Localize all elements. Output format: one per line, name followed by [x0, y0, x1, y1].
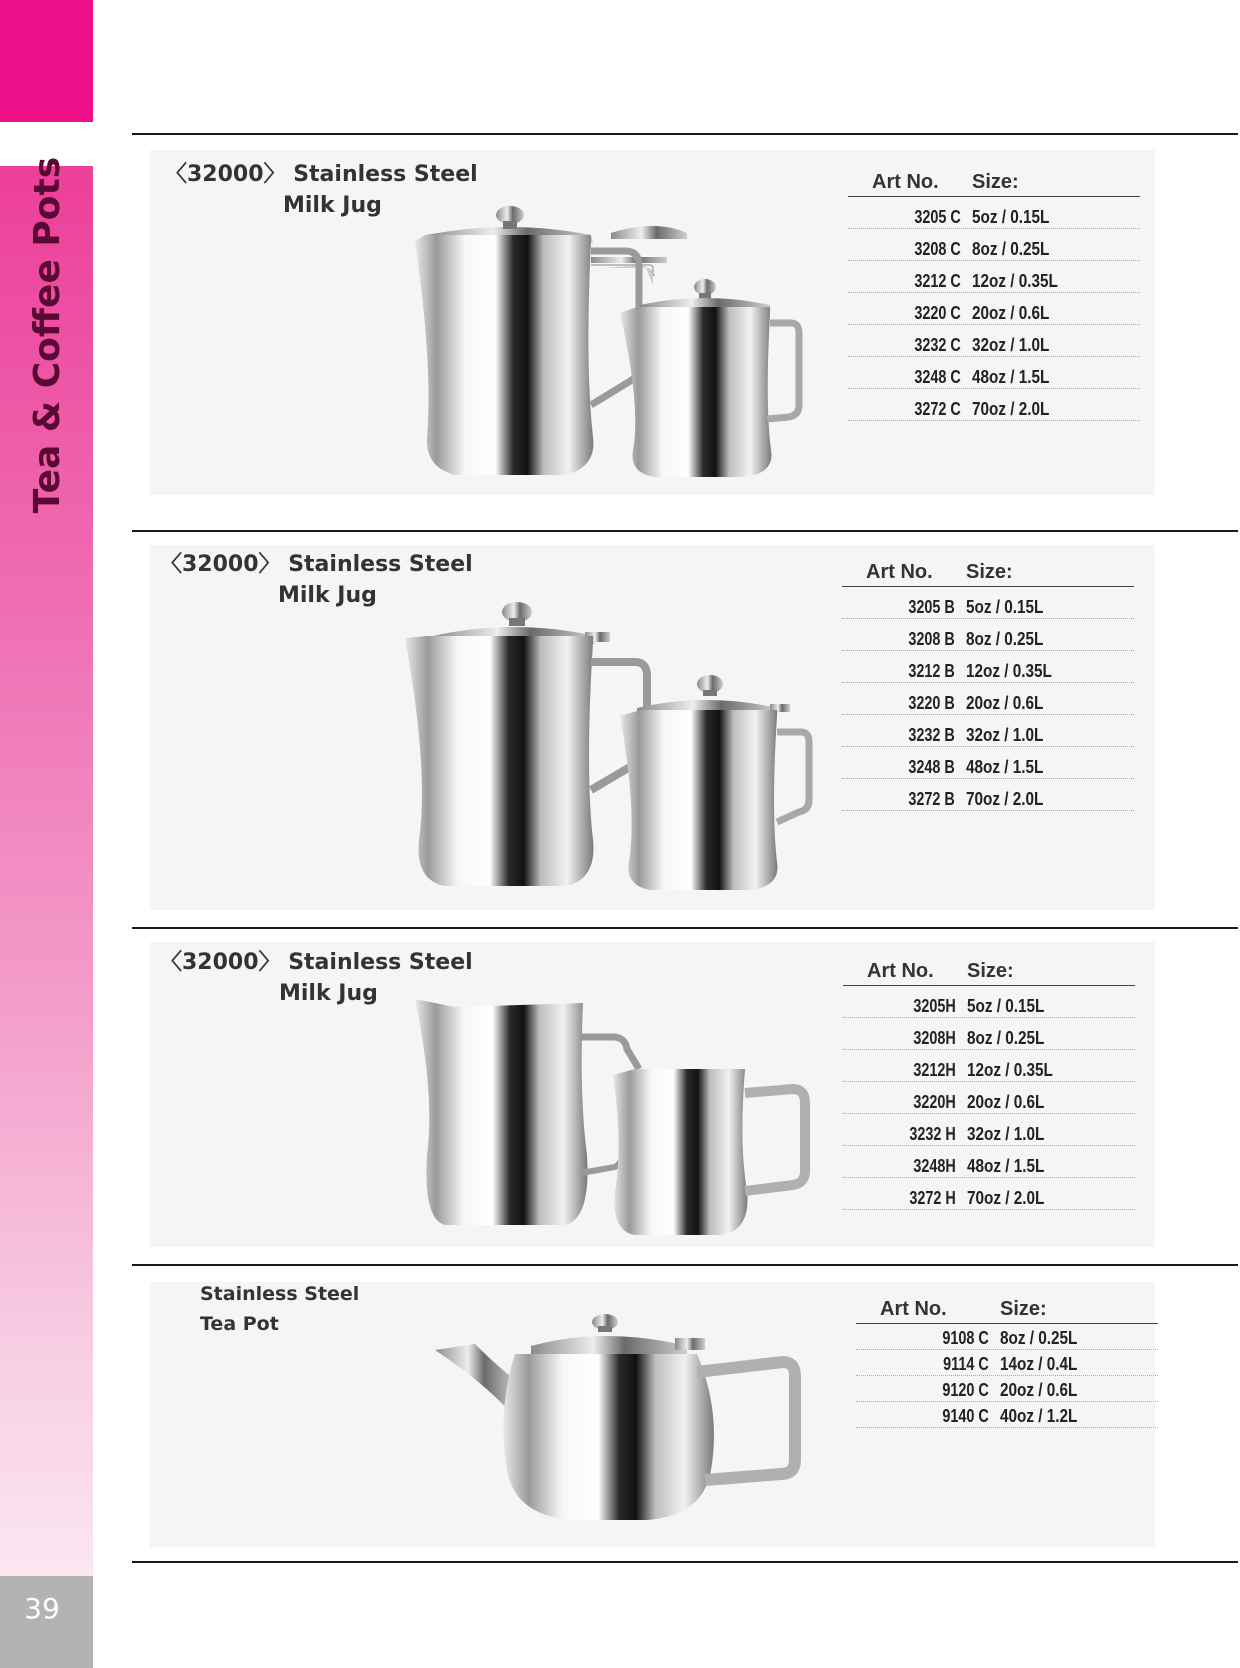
art-no-header: Art No. [872, 171, 939, 193]
art-number: 3232 C [914, 335, 961, 355]
art-no-header: Art No. [880, 1298, 947, 1320]
art-number: 3272 B [908, 789, 955, 809]
spec-row [848, 357, 1140, 389]
size-value: 5oz / 0.15L [966, 597, 1044, 617]
art-number: 3232 H [909, 1124, 956, 1144]
spec-row [842, 651, 1134, 683]
size-value: 8oz / 0.25L [1000, 1328, 1078, 1348]
spec-row [848, 325, 1140, 357]
product-title: 〈32000〉 Stainless Steel [160, 552, 473, 577]
size-header: Size: [972, 171, 1019, 193]
size-value: 32oz / 1.0L [972, 335, 1050, 355]
size-value: 5oz / 0.15L [972, 207, 1050, 227]
sidebar-category-title: Tea & Coffee Pots [27, 156, 68, 514]
spec-row [842, 715, 1134, 747]
spec-row [842, 587, 1134, 619]
page-number: 39 [24, 1592, 60, 1625]
product-title: 〈32000〉 Stainless Steel [160, 950, 473, 975]
section-divider [132, 133, 1238, 135]
art-number: 3205H [913, 996, 956, 1016]
brand-color-block [0, 0, 93, 122]
spec-row [856, 1402, 1158, 1428]
size-header: Size: [967, 960, 1014, 982]
size-value: 12oz / 0.35L [966, 661, 1052, 681]
art-number: 3248 B [908, 757, 955, 777]
art-number: 3272 H [909, 1188, 956, 1208]
art-number: 9108 C [942, 1328, 989, 1348]
size-value: 70oz / 2.0L [966, 789, 1044, 809]
art-number: 9114 C [943, 1354, 989, 1374]
spec-table [856, 1298, 1158, 1428]
size-value: 48oz / 1.5L [966, 757, 1044, 777]
size-value: 70oz / 2.0L [967, 1188, 1045, 1208]
art-number: 3205 C [914, 207, 961, 227]
size-value: 14oz / 0.4L [1000, 1354, 1078, 1374]
spec-table [842, 561, 1134, 811]
art-number: 3212 B [908, 661, 955, 681]
spec-row [848, 229, 1140, 261]
art-number: 3272 C [914, 399, 961, 419]
spec-row [843, 1146, 1135, 1178]
spec-row [842, 683, 1134, 715]
art-number: 3208H [913, 1028, 956, 1048]
size-header: Size: [1000, 1298, 1047, 1320]
spec-row [856, 1376, 1158, 1402]
milk-jug-open-image [415, 995, 815, 1235]
spec-row [843, 1082, 1135, 1114]
art-number: 9140 C [942, 1406, 989, 1426]
section-divider [132, 1561, 1238, 1563]
size-value: 20oz / 0.6L [967, 1092, 1045, 1112]
spec-row [848, 261, 1140, 293]
spec-row [843, 1114, 1135, 1146]
size-value: 12oz / 0.35L [972, 271, 1058, 291]
art-number: 3220 C [914, 303, 961, 323]
art-number: 3208 C [914, 239, 961, 259]
spec-row [843, 1050, 1135, 1082]
product-subtitle: Milk Jug [278, 583, 377, 608]
size-value: 8oz / 0.25L [967, 1028, 1045, 1048]
art-number: 3220H [913, 1092, 956, 1112]
spec-row [842, 779, 1134, 811]
art-number: 3208 B [908, 629, 955, 649]
art-number: 3205 B [908, 597, 955, 617]
size-value: 48oz / 1.5L [967, 1156, 1045, 1176]
size-value: 12oz / 0.35L [967, 1060, 1053, 1080]
section-divider [132, 1264, 1238, 1266]
section-divider [132, 927, 1238, 929]
size-value: 70oz / 2.0L [972, 399, 1050, 419]
art-number: 3248H [913, 1156, 956, 1176]
art-number: 3232 B [908, 725, 955, 745]
tea-pot-image [435, 1310, 815, 1530]
size-header: Size: [966, 561, 1013, 583]
spec-row [843, 1018, 1135, 1050]
art-number: 3220 B [908, 693, 955, 713]
art-no-header: Art No. [866, 561, 933, 583]
size-value: 40oz / 1.2L [1000, 1406, 1078, 1426]
spec-row [848, 293, 1140, 325]
art-number: 9120 C [942, 1380, 989, 1400]
spec-row [848, 197, 1140, 229]
product-subtitle: Milk Jug [283, 193, 382, 218]
size-value: 8oz / 0.25L [972, 239, 1050, 259]
art-number: 3212 C [914, 271, 961, 291]
milk-jug-hinged-lid-image [405, 600, 825, 910]
spec-row [843, 986, 1135, 1018]
size-value: 5oz / 0.15L [967, 996, 1045, 1016]
milk-jug-lidded-image [415, 205, 835, 510]
art-number: 3248 C [914, 367, 961, 387]
spec-row [843, 1178, 1135, 1210]
spec-table [848, 171, 1140, 421]
section-divider [132, 530, 1238, 532]
spec-row [856, 1324, 1158, 1350]
product-title: Stainless Steel [200, 1283, 360, 1305]
spec-row [842, 619, 1134, 651]
art-no-header: Art No. [867, 960, 934, 982]
size-value: 20oz / 0.6L [966, 693, 1044, 713]
size-value: 32oz / 1.0L [966, 725, 1044, 745]
product-title: 〈32000〉 Stainless Steel [165, 162, 478, 187]
size-value: 32oz / 1.0L [967, 1124, 1045, 1144]
size-value: 8oz / 0.25L [966, 629, 1044, 649]
spec-row [842, 747, 1134, 779]
size-value: 20oz / 0.6L [1000, 1380, 1078, 1400]
size-value: 48oz / 1.5L [972, 367, 1050, 387]
size-value: 20oz / 0.6L [972, 303, 1050, 323]
art-number: 3212H [913, 1060, 956, 1080]
spec-table [843, 960, 1135, 1210]
product-subtitle: Tea Pot [200, 1313, 279, 1335]
spec-row [848, 389, 1140, 421]
product-subtitle: Milk Jug [279, 981, 378, 1006]
spec-row [856, 1350, 1158, 1376]
